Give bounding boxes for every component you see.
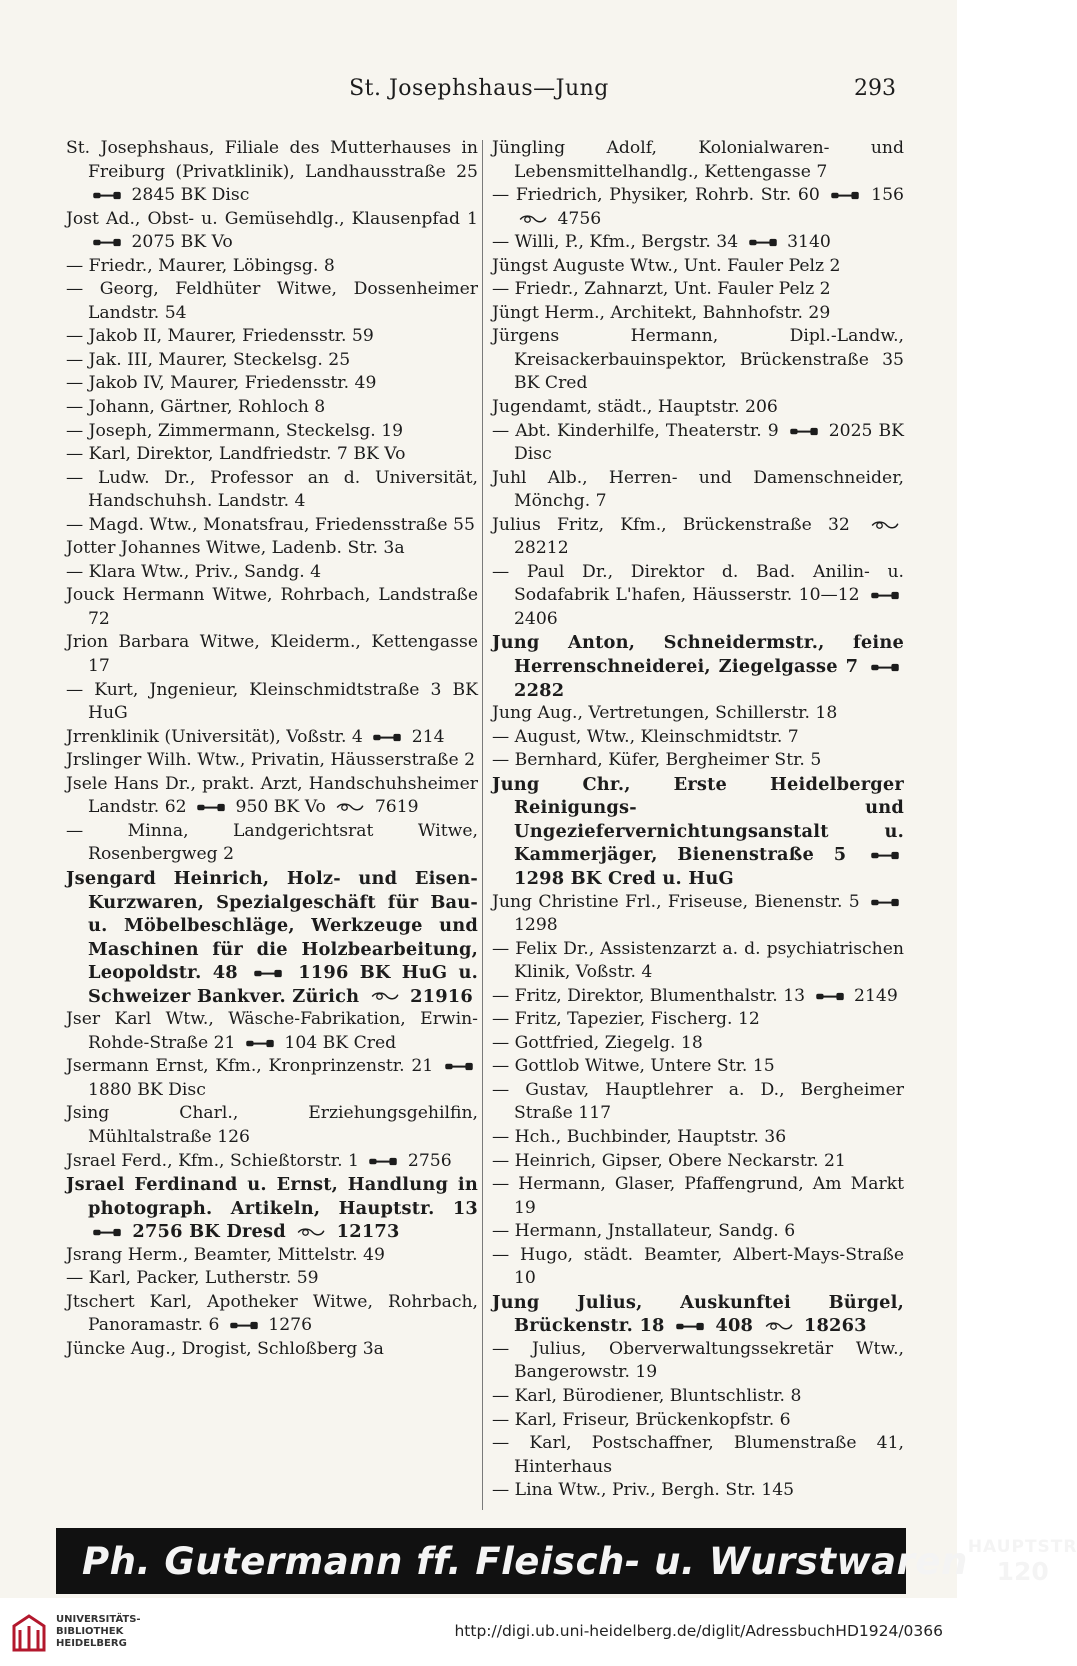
directory-entry: — August, Wtw., Kleinschmidtstr. 7 <box>492 726 799 747</box>
telephone-icon <box>367 1156 399 1167</box>
directory-entry: — Johann, Gärtner, Rohloch 8 <box>66 397 326 418</box>
directory-entry: Jotter Johannes Witwe, Ladenb. Str. 3a <box>66 538 405 559</box>
directory-entry: — Jakob II, Maurer, Friedensstr. 59 <box>66 326 374 347</box>
source-url[interactable]: http://digi.ub.uni-heidelberg.de/diglit/AdressbuchHD1924/0366 <box>454 1622 943 1640</box>
directory-entry: — Minna, Landgerichtsrat Witwe, Rosenbergweg 2 <box>66 820 478 865</box>
telephone-icon <box>244 1038 276 1049</box>
advertisement-banner <box>56 1528 1077 1594</box>
directory-entry: — Hugo, städt. Beamter, Albert-Mays-Straße 10 <box>492 1244 904 1289</box>
directory-entry: — Hch., Buchbinder, Hauptstr. 36 <box>492 1126 787 1147</box>
directory-entry: — Karl, Direktor, Landfriedstr. 7 BK Vo <box>66 444 406 465</box>
directory-entry: Jsrael Ferdinand u. Ernst, Handlung in photograph. Artikeln, Hauptstr. 13 2756 BK Dresd 12173 <box>66 1174 478 1243</box>
directory-entry: Jung Christine Frl., Friseuse, Bienenstr. 5 1298 <box>492 891 904 938</box>
directory-entry: — Fritz, Tapezier, Fischerg. 12 <box>492 1009 760 1030</box>
directory-entry: Jsrang Herm., Beamter, Mittelstr. 49 <box>66 1244 385 1265</box>
advertisement-street: HAUPTSTR <box>967 1536 1077 1557</box>
directory-entry: — Klara Wtw., Priv., Sandg. 4 <box>66 561 322 582</box>
telephone-icon <box>788 426 820 437</box>
advertisement-house-number: 120 <box>996 1556 1049 1586</box>
post-horn-icon <box>369 991 401 1002</box>
directory-entry: — Friedrich, Physiker, Rohrb. Str. 60 156 4756 <box>492 185 904 229</box>
directory-entry: St. Josephshaus, Filiale des Mutterhauses in Freiburg (Privatklinik), Landhausstraße 25 2845 BK Disc <box>66 138 478 206</box>
directory-entry: — Kurt, Jngenieur, Kleinschmidtstraße 3 BK HuG <box>66 679 478 724</box>
telephone-icon <box>829 190 861 201</box>
directory-entry: — Joseph, Zimmermann, Steckelsg. 19 <box>66 420 404 441</box>
directory-entry: Jrion Barbara Witwe, Kleiderm., Kettengasse 17 <box>66 632 478 677</box>
left-column <box>66 137 478 1361</box>
directory-entry: — Friedr., Zahnarzt, Unt. Fauler Pelz 2 <box>492 279 831 300</box>
directory-entry: — Jak. III, Maurer, Steckelsg. 25 <box>66 349 351 370</box>
directory-entry: — Karl, Bürodiener, Bluntschlistr. 8 <box>492 1385 802 1406</box>
post-horn-icon <box>295 1227 327 1238</box>
page-header <box>62 76 896 106</box>
post-horn-icon <box>763 1321 795 1332</box>
directory-entry: Jung Aug., Vertretungen, Schillerstr. 18 <box>492 703 838 724</box>
telephone-icon <box>371 732 403 743</box>
telephone-icon <box>869 590 901 601</box>
telephone-icon <box>747 237 779 248</box>
telephone-icon <box>91 1227 123 1238</box>
directory-entry: Jsermann Ernst, Kfm., Kronprinzenstr. 21 1880 BK Disc <box>66 1055 478 1102</box>
footer <box>0 1598 957 1666</box>
telephone-icon <box>674 1321 706 1332</box>
directory-entry: Jüngt Herm., Architekt, Bahnhofstr. 29 <box>492 302 831 323</box>
telephone-icon <box>869 897 901 908</box>
directory-entry: Jser Karl Wtw., Wäsche-Fabrikation, Erwin-Rohde-Straße 21 104 BK Cred <box>66 1009 478 1053</box>
directory-entry: Jung Chr., Erste Heidelberger Reinigungs- und Ungeziefervernichtungsanstalt u. Kammerjäger, Bienenstraße 5 1298 BK Cred u. HuG <box>492 773 904 889</box>
directory-entry: — Friedr., Maurer, Löbingsg. 8 <box>66 255 335 276</box>
directory-entry: — Georg, Feldhüter Witwe, Dossenheimer Landstr. 54 <box>66 279 478 323</box>
directory-entry: — Gottfried, Ziegelg. 18 <box>492 1032 703 1053</box>
directory-entry: — Felix Dr., Assistenzarzt a. d. psychiatrischen Klinik, Voßstr. 4 <box>492 938 904 983</box>
column-divider <box>482 140 483 1510</box>
right-column <box>492 137 904 1503</box>
telephone-icon <box>869 850 901 861</box>
post-horn-icon <box>334 802 366 813</box>
university-library-logo-icon <box>8 1612 50 1654</box>
library-name-line-3: HEIDELBERG <box>56 1638 127 1649</box>
directory-entry: — Heinrich, Gipser, Obere Neckarstr. 21 <box>492 1150 846 1171</box>
directory-entry: — Bernhard, Küfer, Bergheimer Str. 5 <box>492 750 822 771</box>
directory-entry: — Willi, P., Kfm., Bergstr. 34 3140 <box>492 232 831 253</box>
directory-entry: Julius Fritz, Kfm., Brückenstraße 32 28212 <box>492 514 904 561</box>
directory-entry: Jrslinger Wilh. Wtw., Privatin, Häusserstraße 2 <box>66 750 476 771</box>
directory-entry: Jrrenklinik (Universität), Voßstr. 4 214 <box>66 726 445 747</box>
directory-entry: Jost Ad., Obst- u. Gemüsehdlg., Klausenpfad 1 2075 BK Vo <box>66 208 478 253</box>
telephone-icon <box>91 237 123 248</box>
directory-entry: — Fritz, Direktor, Blumenthalstr. 13 2149 <box>492 985 898 1006</box>
directory-entry: — Hermann, Glaser, Pfaffengrund, Am Markt 19 <box>492 1174 904 1218</box>
directory-entry: Jtschert Karl, Apotheker Witwe, Rohrbach, Panoramastr. 6 1276 <box>66 1291 478 1336</box>
library-name-line-2: BIBLIOTHEK <box>56 1626 124 1637</box>
directory-entry: Jouck Hermann Witwe, Rohrbach, Landstraße 72 <box>66 585 478 629</box>
page-number: 293 <box>854 76 896 101</box>
directory-entry: — Ludw. Dr., Professor an d. Universität, Handschuhsh. Landstr. 4 <box>66 467 478 512</box>
directory-entry: — Magd. Wtw., Monatsfrau, Friedensstraße 55 <box>66 514 475 535</box>
telephone-icon <box>91 190 123 201</box>
directory-entry: Jüngst Auguste Wtw., Unt. Fauler Pelz 2 <box>492 255 841 276</box>
directory-entry: — Gustav, Hauptlehrer a. D., Bergheimer Straße 117 <box>492 1079 904 1124</box>
directory-entry: — Lina Wtw., Priv., Bergh. Str. 145 <box>492 1480 795 1501</box>
directory-entry: Jung Julius, Auskunftei Bürgel, Brückenstr. 18 408 18263 <box>492 1291 904 1337</box>
directory-entry: Jsengard Heinrich, Holz- und Eisen-Kurzwaren, Spezialgeschäft für Bau- u. Möbelbeschläge, Werkzeuge und Maschinen für die Holzbearbeitung, Leopoldstr. 48 1196 BK HuG u. Schweizer Bankver. Zürich 21916 <box>66 867 478 1007</box>
directory-entry: Jürgens Hermann, Dipl.-Landw., Kreisackerbauinspektor, Brückenstraße 35 BK Cred <box>492 326 904 394</box>
directory-entry: Jsrael Ferd., Kfm., Schießtorstr. 1 2756 <box>66 1150 452 1171</box>
library-name-line-1: UNIVERSITÄTS- <box>56 1614 141 1625</box>
directory-entry: Juhl Alb., Herren- und Damenschneider, Mönchg. 7 <box>492 467 904 512</box>
running-head: St. Josephshaus—Jung <box>349 76 609 101</box>
directory-entry: Jugendamt, städt., Hauptstr. 206 <box>492 397 778 418</box>
post-horn-icon <box>517 214 549 225</box>
telephone-icon <box>814 991 846 1002</box>
telephone-icon <box>195 802 227 813</box>
directory-entry: Jüncke Aug., Drogist, Schloßberg 3a <box>66 1338 384 1359</box>
library-name <box>56 1614 141 1650</box>
directory-entry: — Karl, Friseur, Brückenkopfstr. 6 <box>492 1409 791 1430</box>
telephone-icon <box>252 968 284 979</box>
directory-entry: — Abt. Kinderhilfe, Theaterstr. 9 2025 BK Disc <box>492 420 904 465</box>
directory-entry: — Julius, Oberverwaltungssekretär Wtw., Bangerowstr. 19 <box>492 1338 904 1383</box>
telephone-icon <box>228 1320 260 1331</box>
directory-entry: — Karl, Packer, Lutherstr. 59 <box>66 1268 319 1289</box>
directory-entry: Jsele Hans Dr., prakt. Arzt, Handschuhsheimer Landstr. 62 950 BK Vo 7619 <box>66 773 478 818</box>
telephone-icon <box>869 662 901 673</box>
directory-entry: Jüngling Adolf, Kolonialwaren- und Lebensmittelhandlg., Kettengasse 7 <box>492 138 904 182</box>
directory-entry: — Paul Dr., Direktor d. Bad. Anilin- u. Sodafabrik L'hafen, Häusserstr. 10—12 2406 <box>492 561 904 629</box>
directory-entry: — Jakob IV, Maurer, Friedensstr. 49 <box>66 373 377 394</box>
post-horn-icon <box>869 520 901 531</box>
telephone-icon <box>443 1061 475 1072</box>
advertisement-address <box>967 1536 1077 1586</box>
directory-entry: — Karl, Postschaffner, Blumenstraße 41, Hinterhaus <box>492 1433 904 1477</box>
advertisement-text: Ph. Gutermann ff. Fleisch- u. Wurstwaren <box>82 1539 968 1583</box>
directory-entry: — Hermann, Jnstallateur, Sandg. 6 <box>492 1221 796 1242</box>
directory-entry: — Gottlob Witwe, Untere Str. 15 <box>492 1056 775 1077</box>
directory-entry: Jsing Charl., Erziehungsgehilfin, Mühltalstraße 126 <box>66 1103 478 1147</box>
directory-entry: Jung Anton, Schneidermstr., feine Herrenschneiderei, Ziegelgasse 7 2282 <box>492 632 904 701</box>
